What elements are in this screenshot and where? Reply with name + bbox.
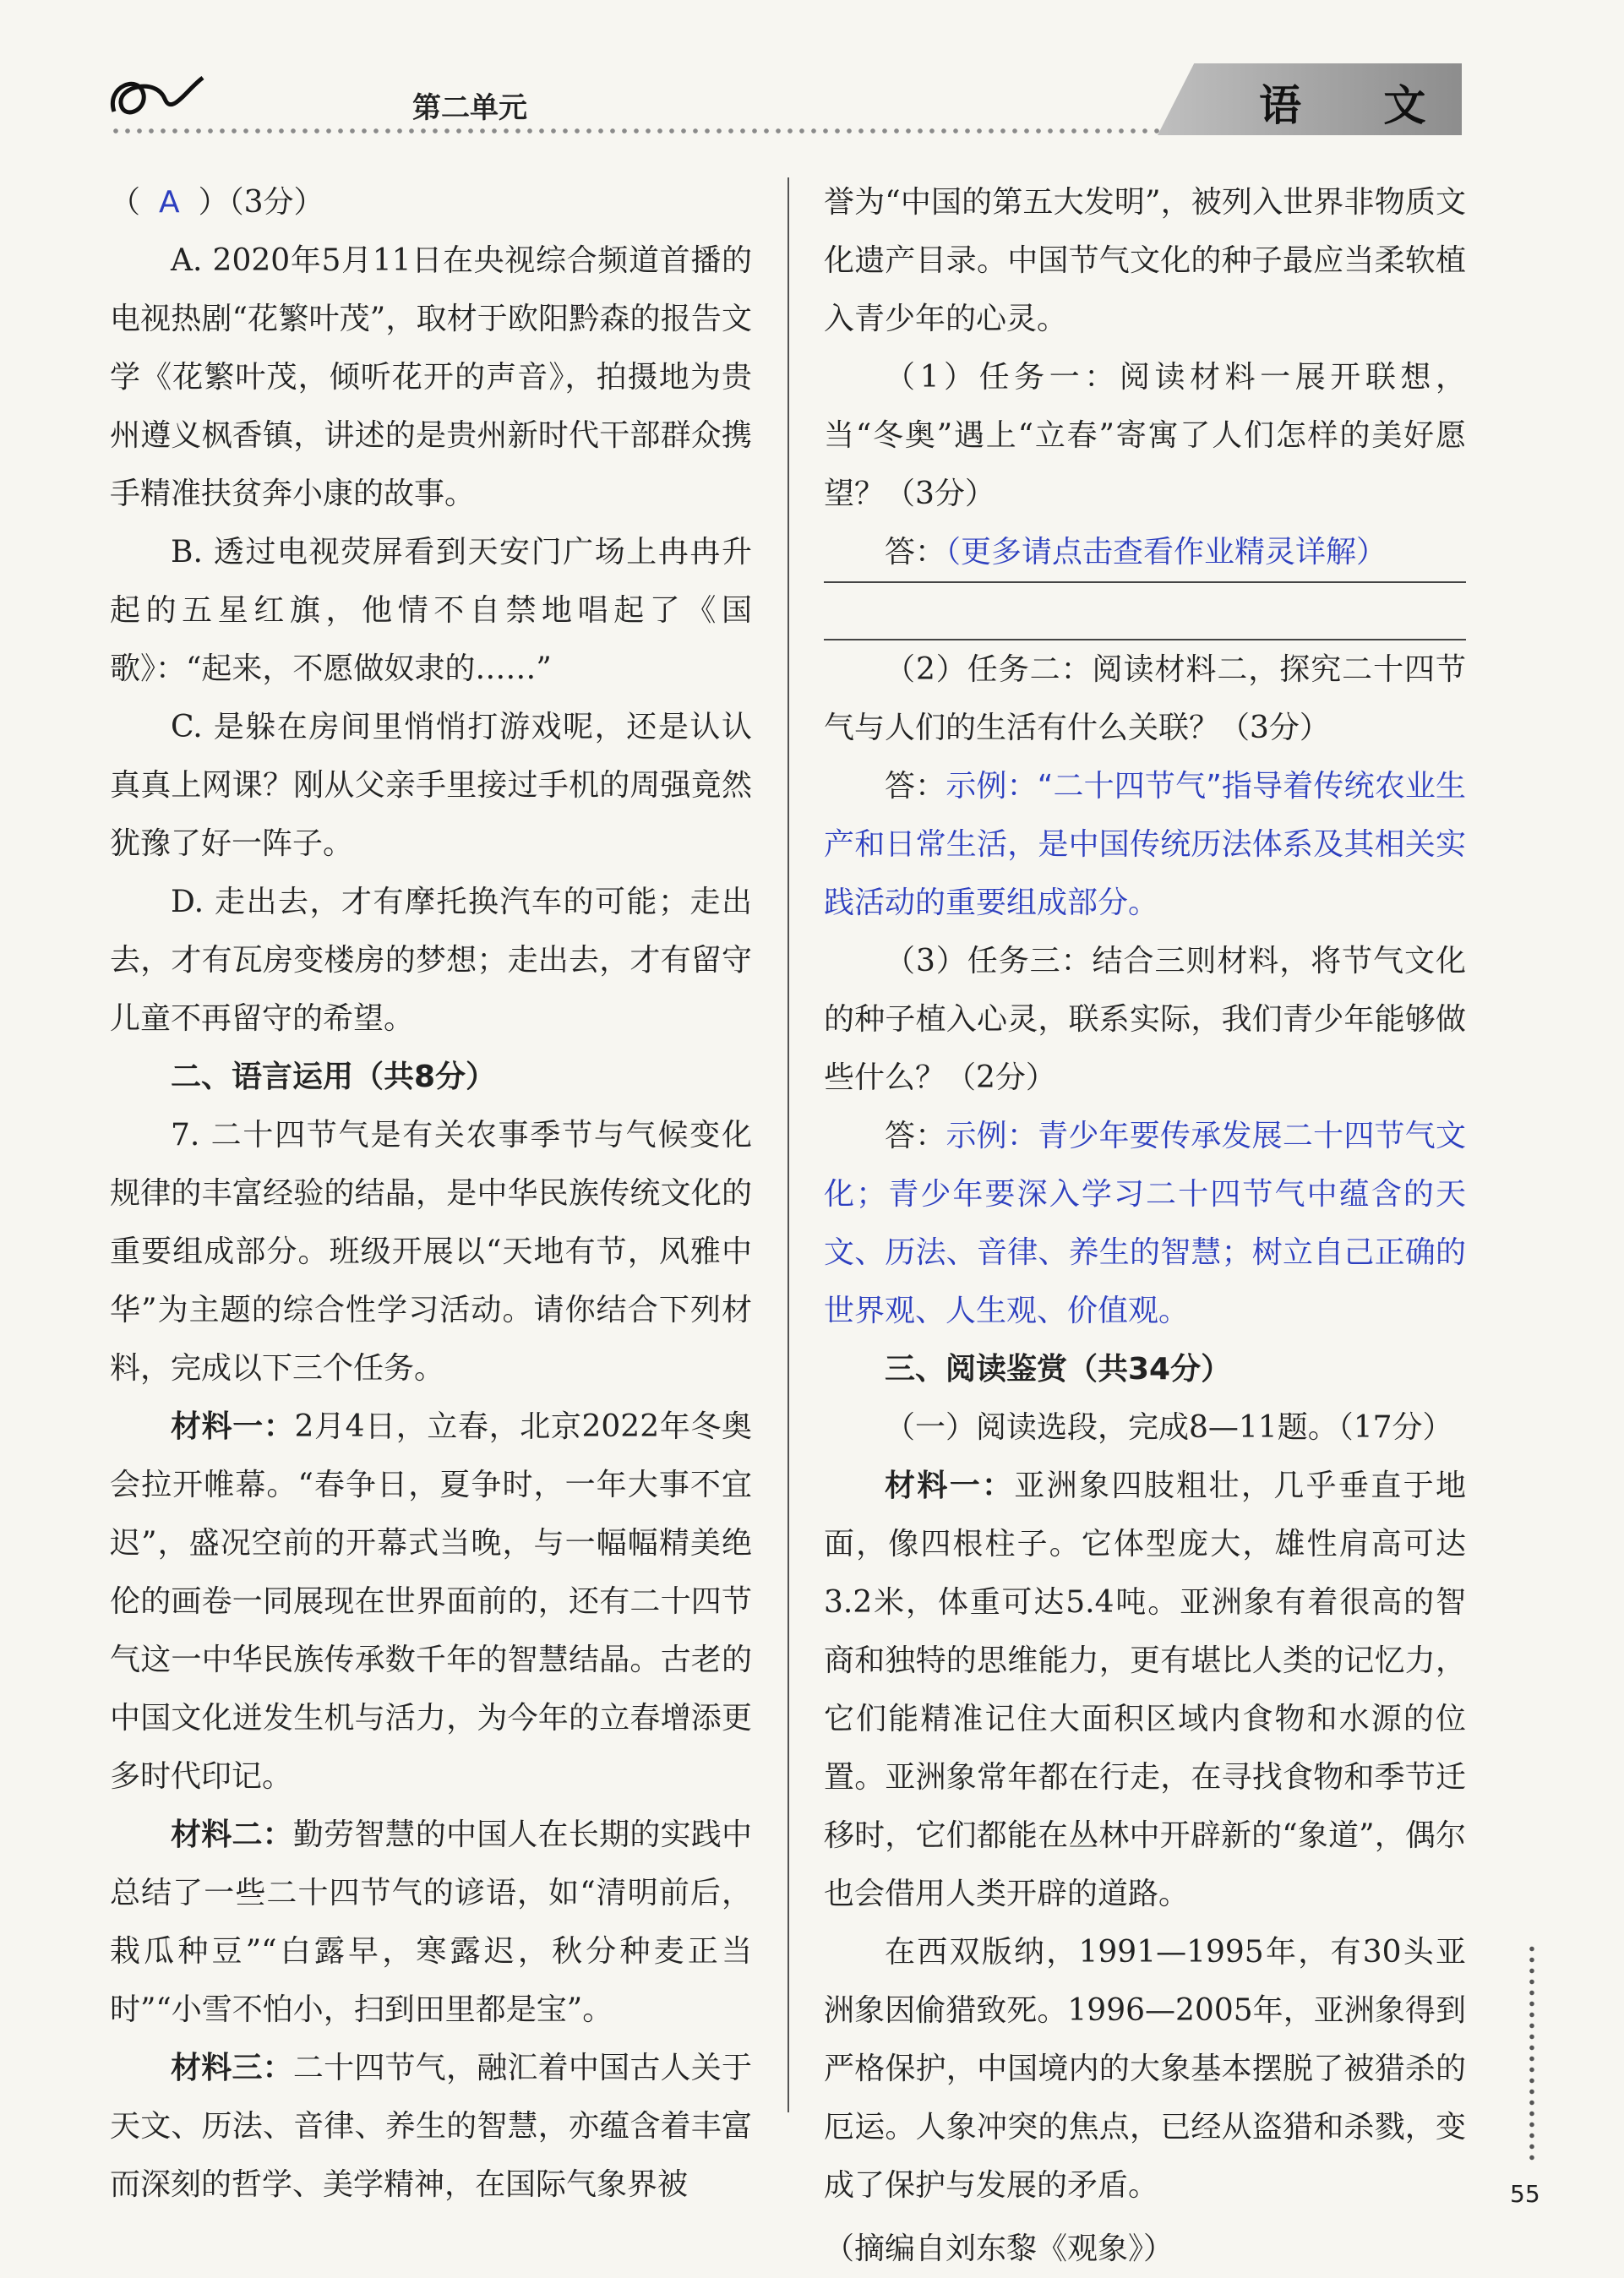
reading-material-1: 材料一：亚洲象四肢粗壮，几乎垂直于地面，像四根柱子。它体型庞大，雄性肩高可达3.2米，体重可达5.4吨。亚洲象有着很高的智商和独特的思维能力，更有堪比人类的记忆力，它们能精准记住大面积区域内食物和水源的位置。亚洲象常年都在行走，在寻找食物和季节迁移时，它们都能在丛林中开辟新的“象道”，偶尔也会借用人类开辟的道路。 (824, 1469, 1466, 1911)
option-b: B. 透过电视荧屏看到天安门广场上冉冉升起的五星红旗，他情不自禁地唱起了《国歌》：“起来，不愿做奴隶的……” (110, 535, 752, 686)
right-column (824, 173, 1466, 2278)
q6-answer: A (159, 185, 180, 220)
answer-2: 答：示例：“二十四节气”指导着传统农业生产和日常生活，是中国传统历法体系及其相关实践活动的重要组成部分。 (824, 769, 1466, 920)
citation: （摘编自刘东黎《观象》） (824, 2232, 1174, 2266)
question-7: 7. 二十四节气是有关农事季节与气候变化规律的丰富经验的结晶，是中华民族传统文化的重要组成部分。班级开展以“天地有节，风雅中华”为主题的综合性学习活动。请你结合下列材料，完成以下三个任务。 (110, 1118, 752, 1386)
logo-swirl-icon (106, 69, 207, 128)
header-dotted-rule (110, 125, 1208, 137)
option-c: C. 是躲在房间里悄悄打游戏呢，还是认认真真上网课？刚从父亲手里接过手机的周强竟然犹豫了好一阵子。 (110, 710, 752, 861)
side-dotted-rule (1528, 1943, 1536, 2163)
page-header (0, 0, 1624, 144)
answer-1-link[interactable]: （更多请点击查看作业精灵详解） (946, 535, 1387, 570)
reading-intro: （一）阅读选段，完成8—11题。（17分） (885, 1410, 1453, 1445)
page-number: 55 (1510, 2180, 1540, 2208)
answer-1-blank-line (824, 583, 1466, 640)
section-3-heading: 三、阅读鉴赏（共34分） (885, 1352, 1232, 1387)
unit-title: 第二单元 (412, 91, 527, 125)
subject-title: 语 文 (1259, 80, 1460, 130)
task-1: （1）任务一：阅读材料一展开联想，当“冬奥”遇上“立春”寄寓了人们怎样的美好愿望？（3分） (824, 360, 1466, 511)
section-2-heading: 二、语言运用（共8分） (171, 1060, 497, 1094)
material-3-continued: 誉为“中国的第五大发明”，被列入世界非物质文化遗产目录。中国节气文化的种子最应当柔软植入青少年的心灵。 (824, 185, 1466, 336)
option-a: A. 2020年5月11日在央视综合频道首播的电视热剧“花繁叶茂”，取材于欧阳黔森的报告文学《花繁叶茂，倾听花开的声音》，拍摄地为贵州遵义枫香镇，讲述的是贵州新时代干部群众携手精准扶贫奔小康的故事。 (110, 243, 752, 511)
q6-answer-line: （ A ）（3分） (110, 185, 324, 220)
task-2: （2）任务二：阅读材料二，探究二十四节气与人们的生活有什么关联？（3分） (824, 652, 1466, 745)
option-d: D. 走出去，才有摩托换汽车的可能；走出去，才有瓦房变楼房的梦想；走出去，才有留守儿童不再留守的希望。 (110, 885, 752, 1036)
material-3: 材料三：二十四节气，融汇着中国古人关于天文、历法、音律、养生的智慧，亦蕴含着丰富而深刻的哲学、美学精神，在国际气象界被 (110, 2051, 752, 2202)
answer-3: 答：示例：青少年要传承发展二十四节气文化；青少年要深入学习二十四节气中蕴含的天文、历法、音律、养生的智慧；树立自己正确的世界观、人生观、价值观。 (824, 1119, 1466, 1328)
answer-1: 答：（更多请点击查看作业精灵详解） (824, 523, 1466, 583)
task-3: （3）任务三：结合三则材料，将节气文化的种子植入心灵，联系实际，我们青少年能够做些什么？（2分） (824, 944, 1466, 1095)
material-1: 材料一：2月4日，立春，北京2022年冬奥会拉开帷幕。“春争日，夏争时，一年大事不宜迟”，盛况空前的开幕式当晚，与一幅幅精美绝伦的画卷一同展现在世界面前的，还有二十四节气这一中华民族传承数千年的智慧结晶。古老的中国文化迸发生机与活力，为今年的立春增添更多时代印记。 (110, 1409, 752, 1794)
material-2: 材料二：勤劳智慧的中国人在长期的实践中总结了一些二十四节气的谚语，如“清明前后，栽瓜种豆”“白露早，寒露迟，秋分种麦正当时”“小雪不怕小，扫到田里都是宝”。 (110, 1817, 752, 2027)
column-divider (787, 177, 789, 2112)
left-column (110, 173, 752, 2214)
reading-paragraph-2: 在西双版纳，1991—1995年，有30头亚洲象因偷猎致死。1996—2005年，亚洲象得到严格保护，中国境内的大象基本摆脱了被猎杀的厄运。人象冲突的焦点，已经从盗猎和杀戮，变成了保护与发展的矛盾。 (824, 1935, 1466, 2203)
